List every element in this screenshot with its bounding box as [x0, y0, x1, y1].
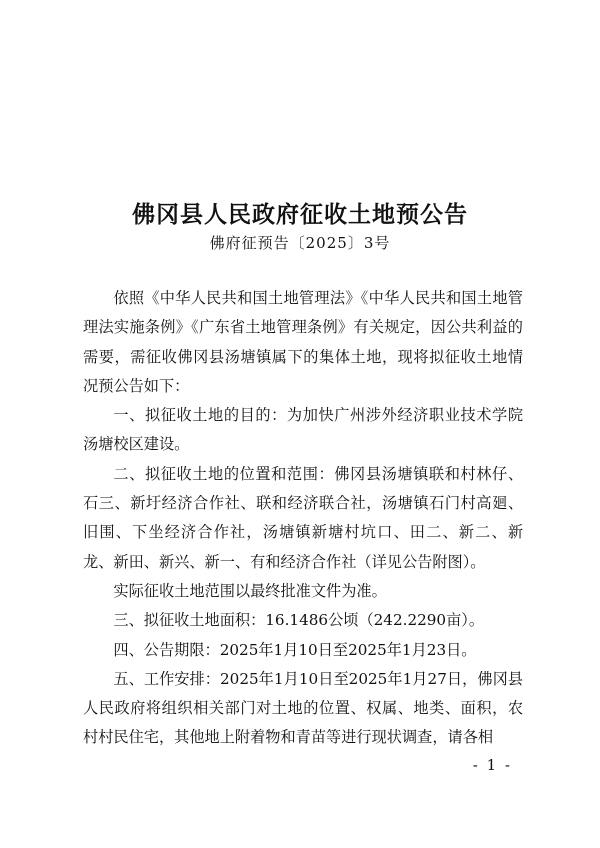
paragraph-arrangement: 五、工作安排：2025年1月10日至2025年1月27日，佛冈县人民政府将组织相关部门对土地的位置、权属、地类、面积，农村村民住宅，其他地上附着物和青苗等进行现状调查，请各相 — [83, 669, 523, 747]
paragraph-purpose: 一、拟征收土地的目的：为加快广州涉外经济职业技术学院汤塘校区建设。 — [83, 406, 523, 454]
paragraph-area: 三、拟征收土地面积：16.1486公顷（242.2290亩）。 — [113, 611, 485, 630]
paragraph-intro: 依照《中华人民共和国土地管理法》《中华人民共和国土地管理法实施条例》《广东省土地管理条例》有关规定，因公共利益的需要，需征收佛冈县汤塘镇属下的集体土地，现将拟征收土地情况预公告如下： — [83, 289, 523, 395]
paragraph-period: 四、公告期限：2025年1月10日至2025年1月23日。 — [113, 640, 477, 659]
document-number: 佛府征预告〔2025〕3号 — [209, 234, 391, 252]
paragraph-location: 二、拟征收土地的位置和范围：佛冈县汤塘镇联和村林仔、石三、新圩经济合作社、联和经济联合社，汤塘镇石门村高廻、旧围、下坐经济合作社，汤塘镇新塘村坑口、田二、新二、新龙、新田、新兴、新一、有和经济合作社（详见公告附图）。 — [83, 464, 523, 571]
document-title: 佛冈县人民政府征收土地预公告 — [132, 201, 468, 228]
document-body — [83, 284, 523, 753]
paragraph-scope-note: 实际征收土地范围以最终批准文件为准。 — [113, 581, 387, 600]
page-number: - 1 - — [472, 756, 512, 774]
